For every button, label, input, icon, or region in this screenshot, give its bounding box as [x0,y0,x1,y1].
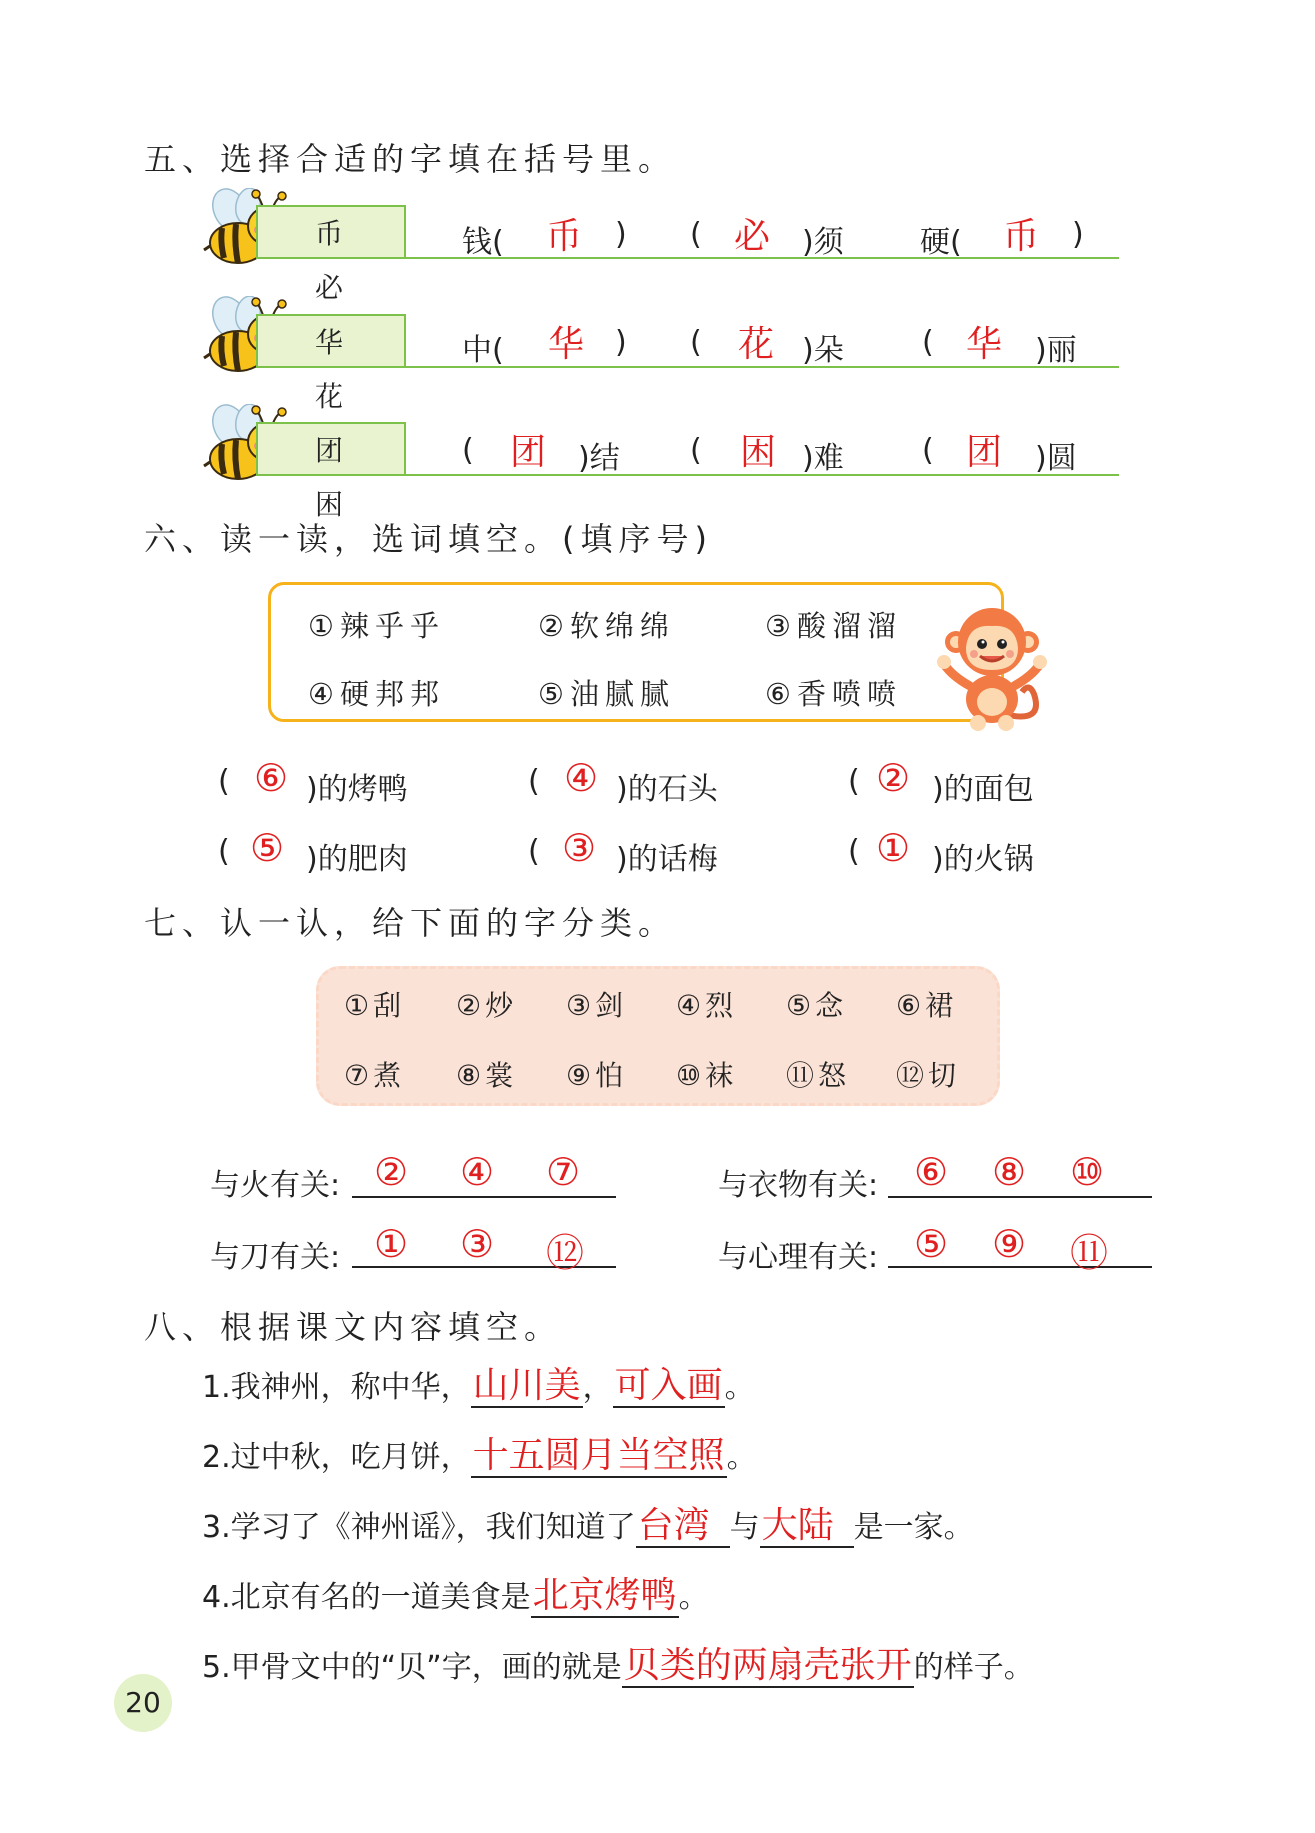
fill-sentence-4: 4.北京有名的一道美食是北京烤鸭。 [202,1575,709,1616]
fill-answer: ③ [562,826,597,870]
paren-open: ( [528,764,540,799]
category-answer: ⑪ [1070,1231,1109,1275]
fill-answer: ① [876,826,911,870]
character-item: ④烈 [676,989,738,1022]
answer-underline [888,1266,1152,1268]
fill-suffix: ) [615,325,627,360]
fill-answer: ② [876,756,911,800]
category-answer: ② [374,1150,409,1194]
category-answer: ⑩ [1070,1150,1105,1194]
fill-suffix: )须 [802,225,844,260]
phrase: )的话梅 [616,842,718,877]
answer-blank: 台湾 [636,1506,730,1548]
category-answer: ⑫ [546,1231,585,1275]
character-item: ⑧裳 [456,1059,518,1092]
category-answer: ⑥ [914,1150,949,1194]
fill-prefix: 钱( [462,225,504,260]
fill-sentence-1: 1.我神州，称中华，山川美，可入画。 [202,1365,755,1406]
phrase: )的烤鸭 [306,772,408,807]
category-answer: ⑤ [914,1222,949,1266]
category-answer: ③ [460,1222,495,1266]
fill-sentence-5: 5.甲骨文中的“贝”字，画的就是贝类的两扇壳张开的样子。 [202,1645,1034,1686]
section5-title: 五、选择合适的字填在括号里。 [144,140,677,178]
fill-answer: 华 [966,324,1003,365]
monkey-icon [934,604,1054,734]
fill-answer: ⑥ [254,756,289,800]
category-label: 与衣物有关: [718,1168,879,1203]
paren-open: ( [848,834,860,869]
answer-underline [888,1196,1152,1198]
fill-answer: 困 [740,432,777,473]
word-option: ②软绵绵 [538,609,675,643]
category-label: 与刀有关: [210,1240,341,1275]
paren-open: ( [848,764,860,799]
fill-suffix: )朵 [802,333,844,368]
fill-answer: 必 [734,216,771,257]
fill-suffix: ) [1072,217,1084,252]
fill-sentence-3: 3.学习了《神州谣》，我们知道了台湾 与大陆 是一家。 [202,1505,974,1546]
fill-prefix: ( [690,433,702,468]
word-option: ⑥香喷喷 [765,677,902,711]
fill-prefix: ( [922,433,934,468]
phrase: )的石头 [616,772,718,807]
fill-answer: 华 [548,324,585,365]
phrase: )的肥肉 [306,842,408,877]
fill-answer: ⑤ [250,826,285,870]
fill-suffix: ) [615,217,627,252]
answer-blank: 北京烤鸭 [532,1575,677,1616]
char-choice-tag: 团 困 [256,422,406,476]
fill-answer: 币 [546,216,583,257]
answer-underline [352,1196,616,1198]
answer-blank: 可入画 [614,1365,723,1406]
character-item: ⑪怒 [786,1059,851,1092]
category-answer: ⑦ [546,1150,581,1194]
word-option: ①辣乎乎 [308,609,445,643]
character-item: ③剑 [566,989,628,1022]
character-item: ⑨怕 [566,1059,628,1092]
fill-prefix: ( [462,433,474,468]
fill-suffix: )结 [578,441,620,476]
character-item: ⑫切 [896,1059,961,1092]
word-option: ④硬邦邦 [308,677,445,711]
paren-open: ( [528,834,540,869]
category-answer: ① [374,1222,409,1266]
char-choice-tag: 币 必 [256,205,406,259]
fill-suffix: )难 [802,441,844,476]
fill-prefix: ( [690,217,702,252]
answer-blank: 贝类的两扇壳张开 [623,1645,912,1686]
fill-answer: 币 [1003,216,1040,257]
category-label: 与火有关: [210,1168,341,1203]
word-option: ③酸溜溜 [765,609,902,643]
answer-blank: 大陆 [760,1506,854,1548]
section7-title: 七、认一认，给下面的字分类。 [144,904,677,942]
character-item: ①刮 [344,989,406,1022]
fill-suffix: )圆 [1035,441,1077,476]
paren-open: ( [218,764,230,799]
section8-title: 八、根据课文内容填空。 [144,1308,563,1346]
fill-prefix: 中( [462,333,504,368]
character-item: ⑦煮 [344,1059,406,1092]
char-choice-tag: 华 花 [256,314,406,368]
page-number: 20 [114,1674,172,1732]
word-option: ⑤油腻腻 [538,677,675,711]
fill-prefix: ( [922,325,934,360]
category-answer: ④ [460,1150,495,1194]
answer-blank: 山川美 [472,1365,581,1406]
character-item: ⑩袜 [676,1059,738,1092]
fill-prefix: ( [690,325,702,360]
fill-sentence-2: 2.过中秋，吃月饼，十五圆月当空照。 [202,1435,757,1476]
character-item: ⑥裙 [896,989,958,1022]
fill-answer: ④ [564,756,599,800]
answer-blank: 十五圆月当空照 [472,1435,725,1476]
section6-title: 六、读一读，选词填空。(填序号) [144,520,713,558]
character-item: ⑤念 [786,989,848,1022]
category-answer: ⑧ [992,1150,1027,1194]
fill-suffix: )丽 [1035,333,1077,368]
fill-answer: 团 [966,432,1003,473]
paren-open: ( [218,834,230,869]
character-item: ②炒 [456,989,518,1022]
category-answer: ⑨ [992,1222,1027,1266]
fill-answer: 花 [738,324,775,365]
phrase: )的火锅 [932,842,1034,877]
fill-prefix: 硬( [920,225,962,260]
phrase: )的面包 [932,772,1034,807]
fill-answer: 团 [510,432,547,473]
category-label: 与心理有关: [718,1240,879,1275]
